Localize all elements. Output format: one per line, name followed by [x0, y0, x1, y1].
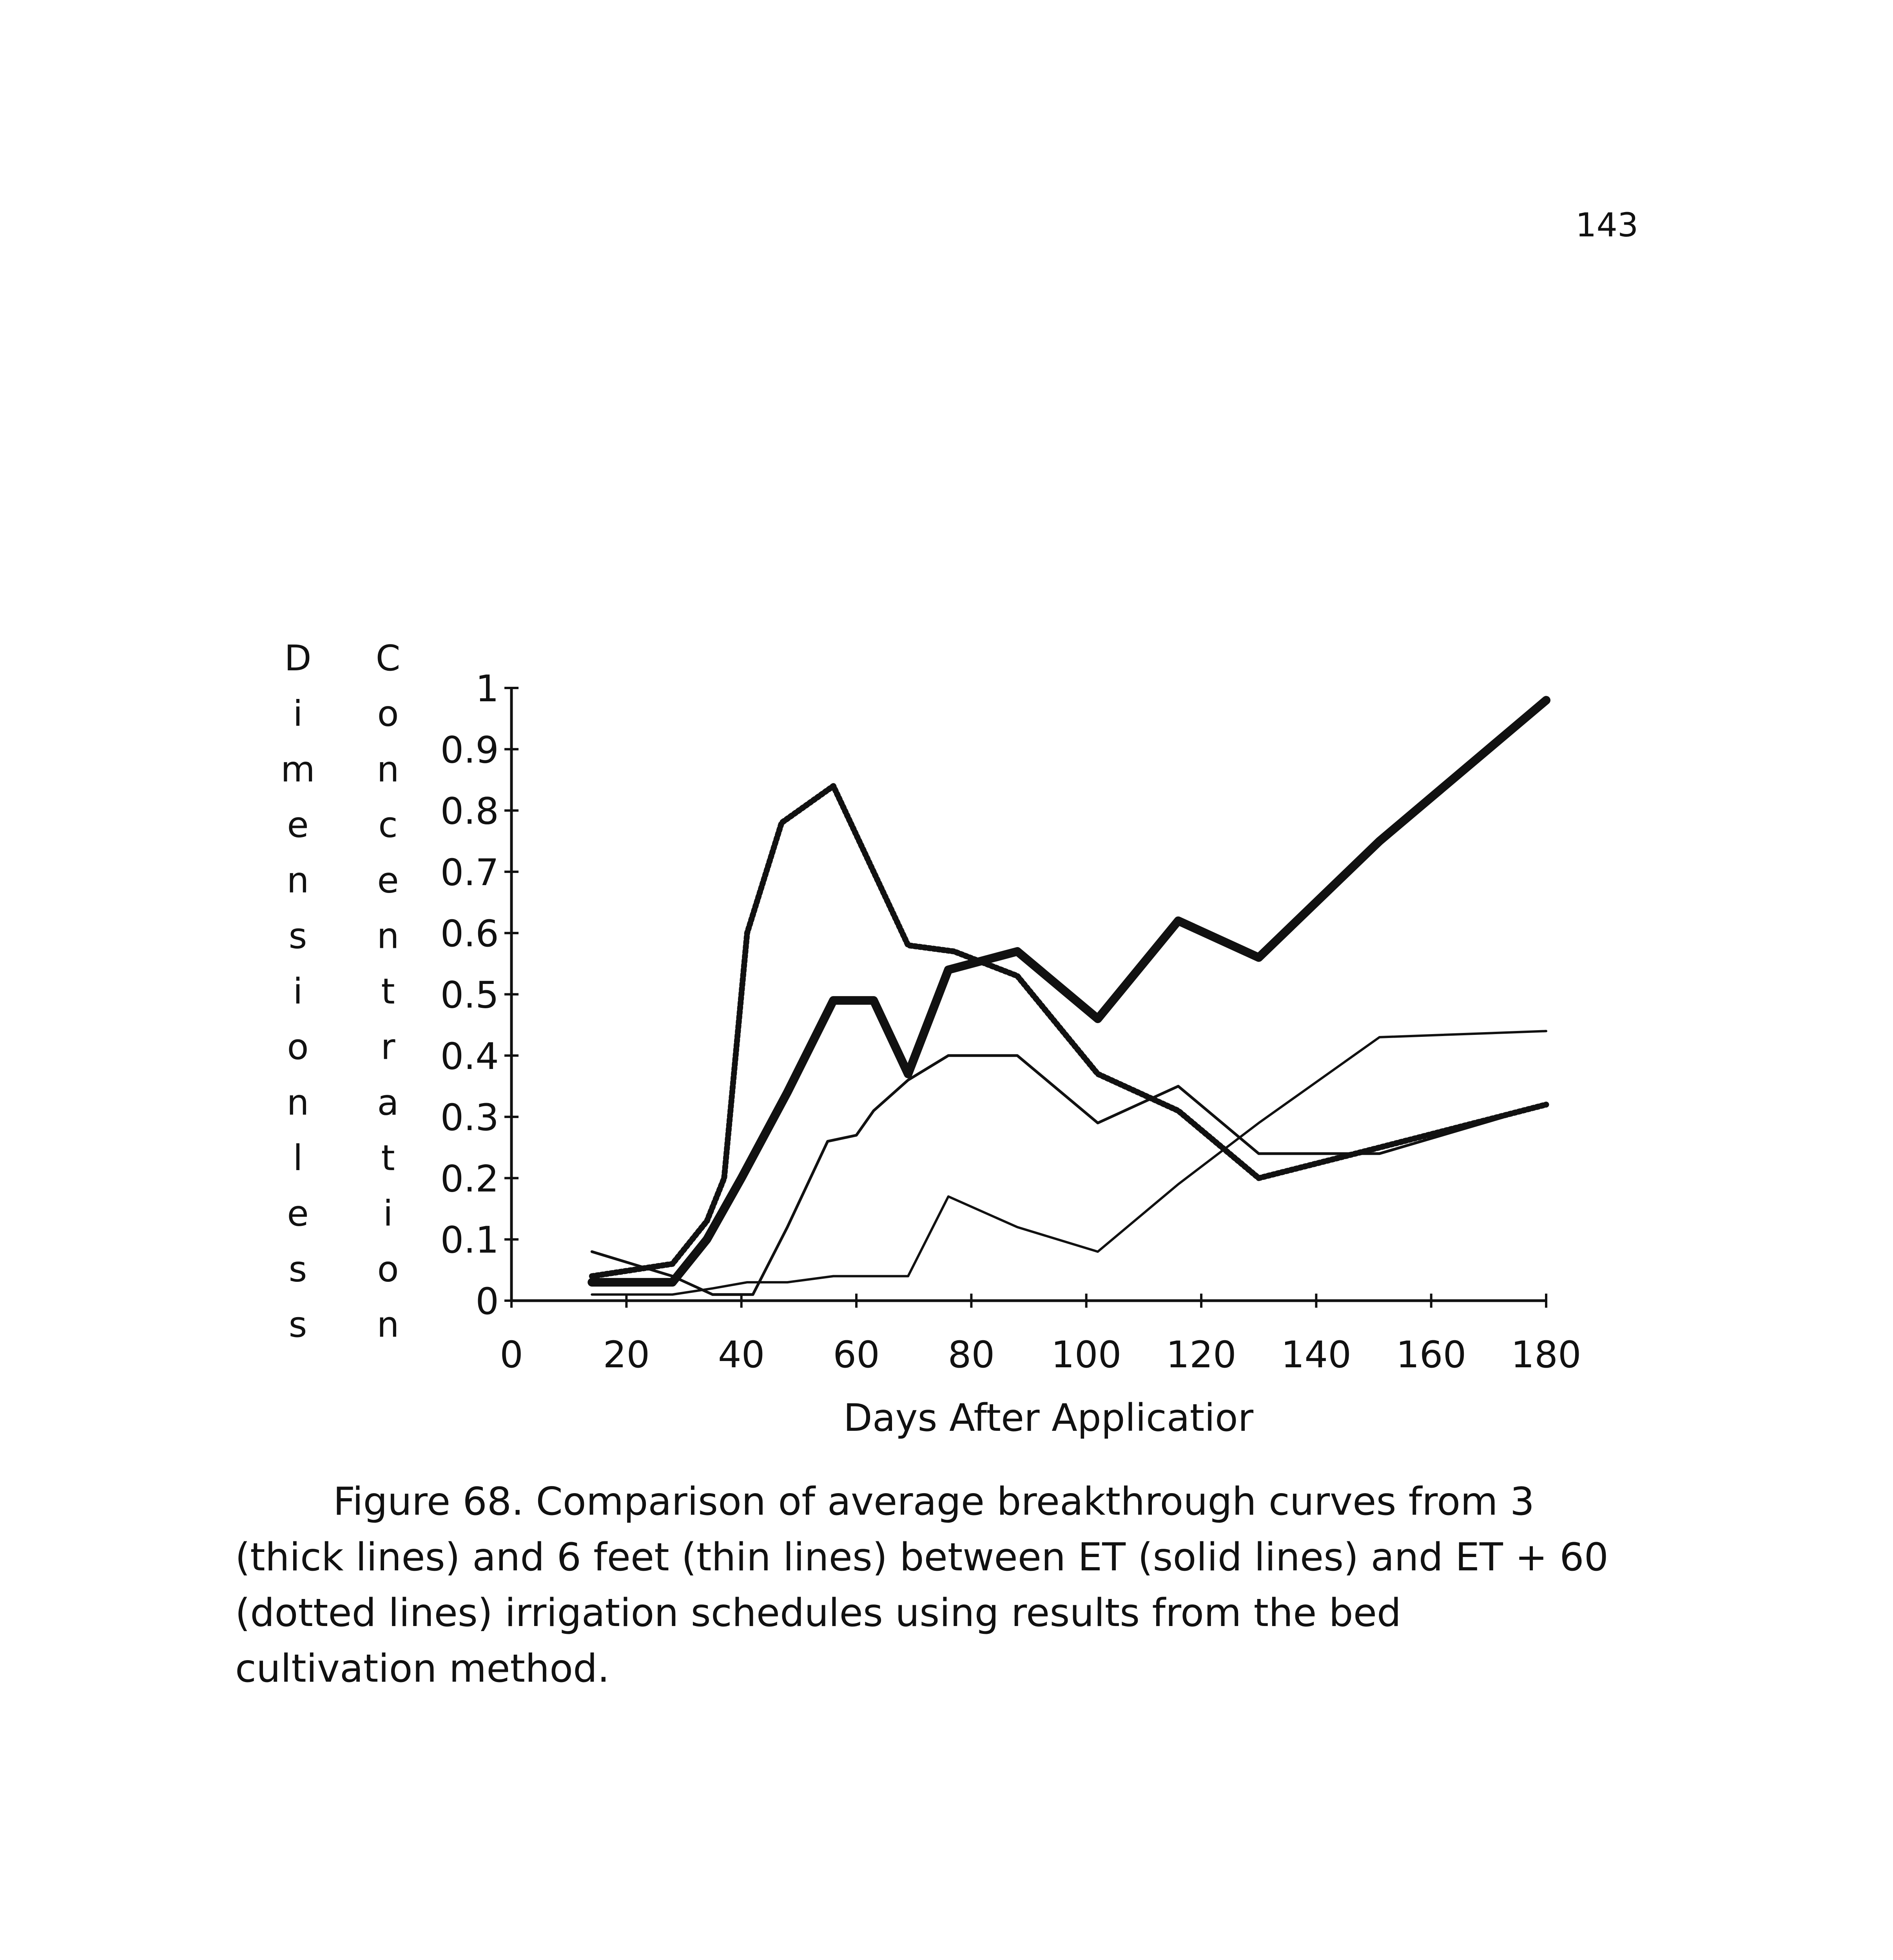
- y-tick-label: 0.5: [440, 974, 499, 1017]
- y-tick-label: 0: [475, 1280, 499, 1323]
- series-line-thick-solid: [592, 700, 1546, 1282]
- y-axis-label-right-letter: t: [381, 1138, 395, 1179]
- x-tick-label: 160: [1396, 1334, 1467, 1376]
- y-tick-label: 0.2: [440, 1158, 499, 1201]
- x-tick-label: 120: [1166, 1334, 1237, 1376]
- series-line-thick-dotted: [592, 786, 1546, 1276]
- y-tick-label: 1: [475, 668, 499, 710]
- y-axis-label-right-letter: c: [378, 804, 398, 846]
- y-axis-label-left-letter: m: [281, 749, 315, 790]
- y-axis-label-right-letter: n: [377, 915, 399, 957]
- y-axis-label-right-letter: o: [377, 1249, 399, 1290]
- y-axis-label-left-letter: o: [287, 1026, 309, 1068]
- x-tick-label: 80: [948, 1334, 995, 1376]
- y-axis-label-left-letter: D: [284, 638, 312, 679]
- x-tick-label: 20: [603, 1334, 650, 1376]
- y-tick-label: 0.4: [440, 1035, 499, 1078]
- y-axis-label-right-letter: n: [377, 749, 399, 790]
- x-tick-label: 140: [1281, 1334, 1352, 1376]
- y-axis-label-right-letter: o: [377, 693, 399, 735]
- y-axis-label-right-letter: C: [375, 638, 401, 679]
- y-tick-label: 0.3: [440, 1096, 499, 1140]
- y-tick-label: 0.7: [440, 851, 499, 894]
- y-axis-label-right-letter: n: [377, 1304, 399, 1345]
- x-tick-label: 40: [718, 1334, 765, 1376]
- x-axis-label: Days After Applicatior: [843, 1396, 1254, 1440]
- x-tick-label: 0: [500, 1334, 523, 1376]
- page-number: 143: [1576, 206, 1639, 244]
- y-tick-label: 0.9: [440, 729, 499, 772]
- y-axis-label-left-letter: i: [293, 693, 303, 735]
- x-tick-label: 100: [1051, 1334, 1122, 1376]
- x-tick-label: 180: [1511, 1334, 1581, 1376]
- y-axis-label-left-letter: i: [293, 971, 303, 1012]
- y-axis-label-left-letter: s: [288, 1249, 307, 1290]
- y-axis-label-right-letter: t: [381, 971, 395, 1012]
- y-tick-label: 0.8: [440, 790, 499, 833]
- y-axis-label-right-letter: e: [377, 860, 399, 901]
- y-axis-label-left-letter: n: [286, 1082, 309, 1123]
- y-axis-label-right-letter: i: [383, 1193, 393, 1234]
- y-axis-label-left-letter: n: [286, 860, 309, 901]
- x-tick-label: 60: [833, 1334, 880, 1376]
- y-axis-label-left-letter: s: [288, 1304, 307, 1345]
- y-axis-label-left-letter: s: [288, 915, 307, 957]
- y-tick-label: 0.1: [440, 1219, 499, 1262]
- y-tick-label: 0.6: [440, 913, 499, 956]
- y-axis-label-left-letter: e: [287, 1193, 309, 1234]
- figure-caption: Figure 68. Comparison of average breakthrough curves from 3 (thick lines) and 6 feet (thin lines) between ET (solid lines) and ET + 60 (dotted lines) irrigation schedules using results from the bed cultivation method.: [235, 1479, 1608, 1691]
- y-axis-label-right-letter: a: [377, 1082, 399, 1123]
- y-axis-label-left-letter: e: [287, 804, 309, 846]
- y-axis-label-left-letter: l: [293, 1138, 303, 1179]
- y-axis-label-right-letter: r: [381, 1026, 395, 1068]
